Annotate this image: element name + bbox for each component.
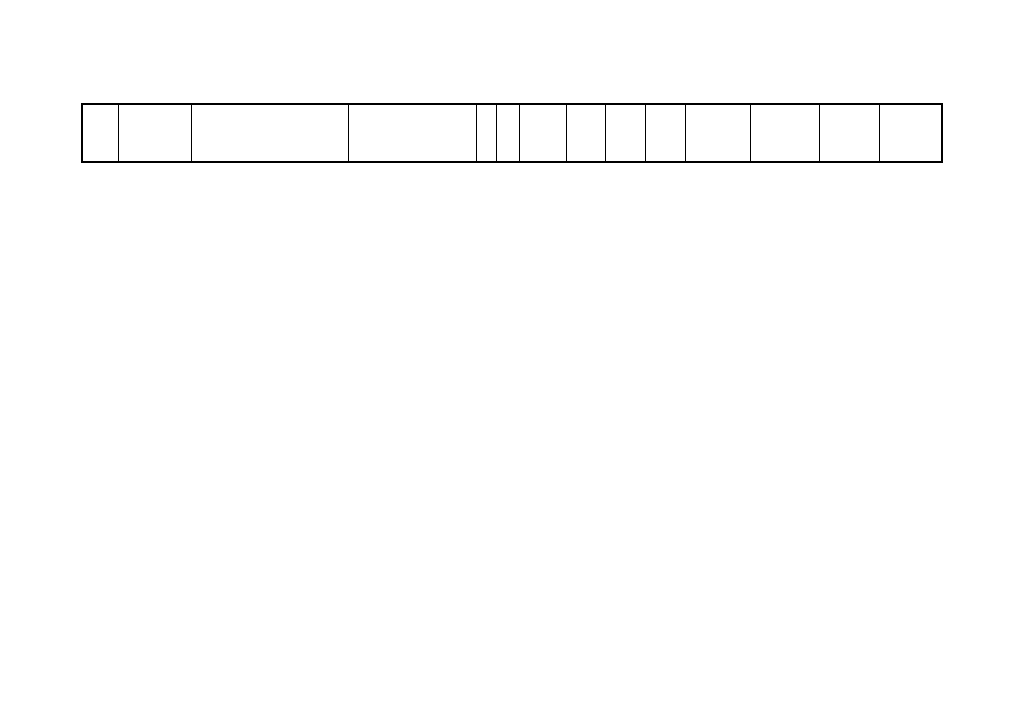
header-en-name: [349, 104, 477, 162]
course-table: [81, 103, 943, 163]
header-computer: [606, 104, 646, 162]
header-type: [82, 104, 119, 162]
header-total-hours: [497, 104, 519, 162]
header-language: [880, 104, 942, 162]
header-lab: [566, 104, 606, 162]
header-cn-name: [191, 104, 348, 162]
header-credit: [476, 104, 496, 162]
header-required: [686, 104, 751, 162]
header-code: [119, 104, 192, 162]
header-semester: [751, 104, 819, 162]
header-row: [82, 104, 942, 162]
header-lecture: [519, 104, 566, 162]
header-unit: [819, 104, 879, 162]
header-practice: [646, 104, 686, 162]
